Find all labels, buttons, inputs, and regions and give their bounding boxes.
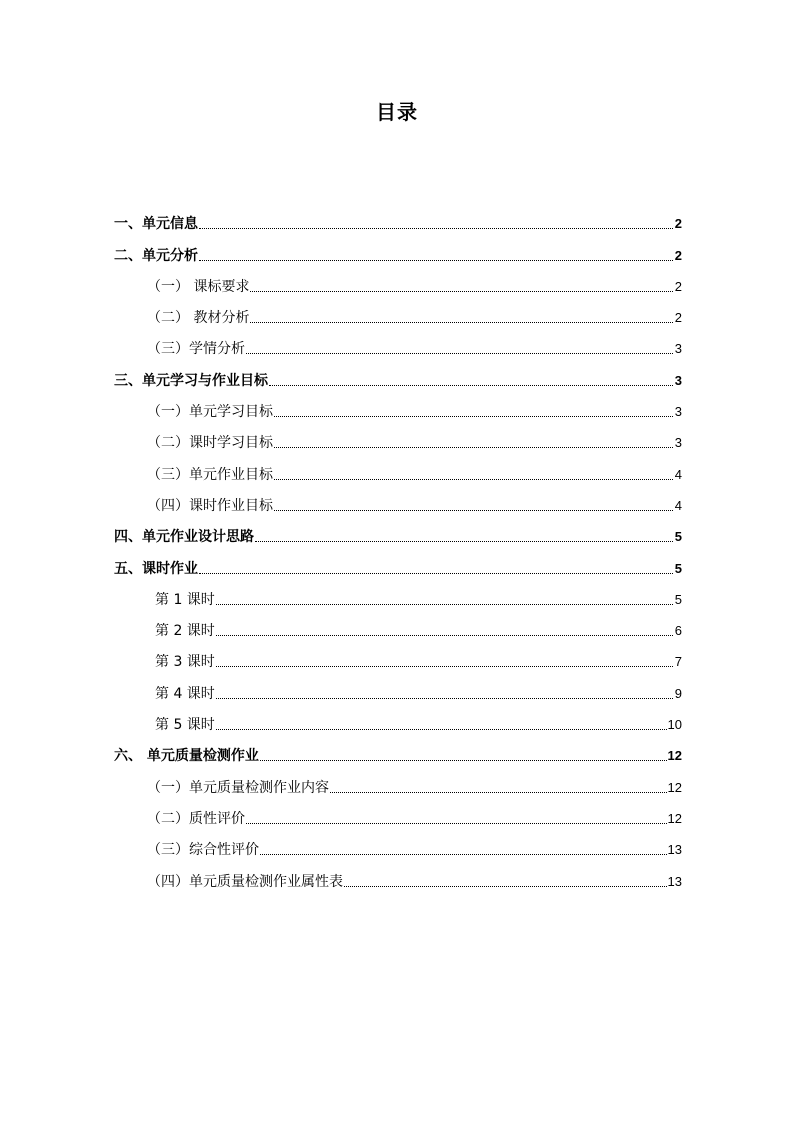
- toc-entry-label: （三）单元作业目标: [147, 466, 273, 483]
- toc-entry-page-number: 12: [667, 779, 682, 795]
- toc-entry-page-number: 13: [667, 842, 682, 858]
- toc-entry-label: （二）课时学习目标: [147, 435, 273, 452]
- toc-dot-leader: [216, 635, 673, 636]
- toc-dot-leader: [216, 666, 673, 667]
- toc-entry-page-number: 10: [667, 717, 682, 733]
- toc-entry[interactable]: [114, 734, 682, 765]
- toc-entry-label: 第 1 课时: [155, 591, 215, 608]
- toc-dot-leader: [199, 260, 673, 261]
- toc-dot-leader: [274, 416, 673, 417]
- toc-entry-page-number: 5: [674, 529, 682, 545]
- toc-entry[interactable]: [114, 390, 682, 421]
- toc-dot-leader: [255, 541, 673, 542]
- toc-dot-leader: [250, 291, 673, 292]
- toc-entry[interactable]: [114, 265, 682, 296]
- toc-entry-label: （三）综合性评价: [147, 842, 259, 859]
- toc-entry-label: 三、单元学习与作业目标: [114, 372, 268, 389]
- toc-entry-label: （一） 课标要求: [147, 278, 250, 295]
- toc-dot-leader: [330, 792, 667, 793]
- toc-entry[interactable]: [114, 703, 682, 734]
- toc-entry-page-number: 2: [674, 216, 682, 232]
- toc-dot-leader: [260, 760, 667, 761]
- toc-entry-label: （四）课时作业目标: [147, 497, 273, 514]
- toc-entry[interactable]: [114, 484, 682, 515]
- toc-entry[interactable]: [114, 671, 682, 702]
- toc-entry-label: （四）单元质量检测作业属性表: [147, 873, 343, 890]
- toc-entry[interactable]: [114, 640, 682, 671]
- toc-entry-label: 五、课时作业: [114, 560, 198, 577]
- toc-entry-page-number: 3: [674, 435, 682, 451]
- toc-entry[interactable]: [114, 578, 682, 609]
- toc-entry[interactable]: [114, 609, 682, 640]
- toc-dot-leader: [260, 854, 667, 855]
- toc-entry-page-number: 3: [674, 341, 682, 357]
- toc-dot-leader: [246, 353, 673, 354]
- toc-entry-page-number: 12: [667, 810, 682, 826]
- toc-entry[interactable]: [114, 452, 682, 483]
- table-of-contents: [114, 202, 682, 891]
- toc-entry[interactable]: [114, 828, 682, 859]
- toc-entry-label: 一、单元信息: [114, 216, 198, 233]
- toc-entry-page-number: 2: [674, 247, 682, 263]
- toc-entry-label: 第 5 课时: [155, 717, 215, 734]
- toc-entry-page-number: 7: [674, 654, 682, 670]
- toc-entry[interactable]: [114, 797, 682, 828]
- toc-entry-page-number: 2: [674, 310, 682, 326]
- toc-entry-page-number: 12: [667, 748, 682, 764]
- toc-entry[interactable]: [114, 515, 682, 546]
- toc-entry-page-number: 9: [674, 685, 682, 701]
- toc-dot-leader: [216, 698, 673, 699]
- page-title: 目录: [376, 100, 418, 124]
- toc-entry[interactable]: [114, 296, 682, 327]
- toc-entry-label: （二） 教材分析: [147, 310, 250, 327]
- toc-dot-leader: [344, 886, 667, 887]
- toc-dot-leader: [250, 322, 673, 323]
- toc-entry-label: 第 3 课时: [155, 654, 215, 671]
- toc-entry-label: 第 4 课时: [155, 685, 215, 702]
- toc-entry[interactable]: [114, 765, 682, 796]
- toc-entry-page-number: 5: [674, 591, 682, 607]
- toc-entry-label: 二、单元分析: [114, 247, 198, 264]
- toc-entry-label: （一）单元质量检测作业内容: [147, 779, 329, 796]
- toc-entry-page-number: 3: [674, 372, 682, 388]
- toc-entry[interactable]: [114, 233, 682, 264]
- toc-entry-label: 六、 单元质量检测作业: [114, 748, 259, 765]
- toc-dot-leader: [216, 604, 673, 605]
- toc-entry[interactable]: [114, 859, 682, 890]
- toc-entry-page-number: 2: [674, 278, 682, 294]
- toc-entry-label: （三）学情分析: [147, 341, 245, 358]
- toc-entry[interactable]: [114, 546, 682, 577]
- toc-entry[interactable]: [114, 327, 682, 358]
- toc-entry-label: （一）单元学习目标: [147, 404, 273, 421]
- toc-entry-page-number: 6: [674, 623, 682, 639]
- toc-dot-leader: [274, 447, 673, 448]
- toc-entry[interactable]: [114, 202, 682, 233]
- toc-dot-leader: [199, 573, 673, 574]
- toc-dot-leader: [274, 479, 673, 480]
- toc-entry-page-number: 4: [674, 466, 682, 482]
- toc-dot-leader: [246, 823, 667, 824]
- toc-entry-page-number: 13: [667, 873, 682, 889]
- toc-dot-leader: [199, 228, 673, 229]
- toc-entry-page-number: 3: [674, 404, 682, 420]
- toc-entry-label: （二）质性评价: [147, 810, 245, 827]
- toc-entry-label: 四、单元作业设计思路: [114, 529, 254, 546]
- toc-dot-leader: [216, 729, 667, 730]
- toc-entry-page-number: 4: [674, 497, 682, 513]
- toc-dot-leader: [269, 385, 673, 386]
- toc-dot-leader: [274, 510, 673, 511]
- toc-entry[interactable]: [114, 358, 682, 389]
- toc-entry[interactable]: [114, 421, 682, 452]
- toc-entry-label: 第 2 课时: [155, 623, 215, 640]
- toc-entry-page-number: 5: [674, 560, 682, 576]
